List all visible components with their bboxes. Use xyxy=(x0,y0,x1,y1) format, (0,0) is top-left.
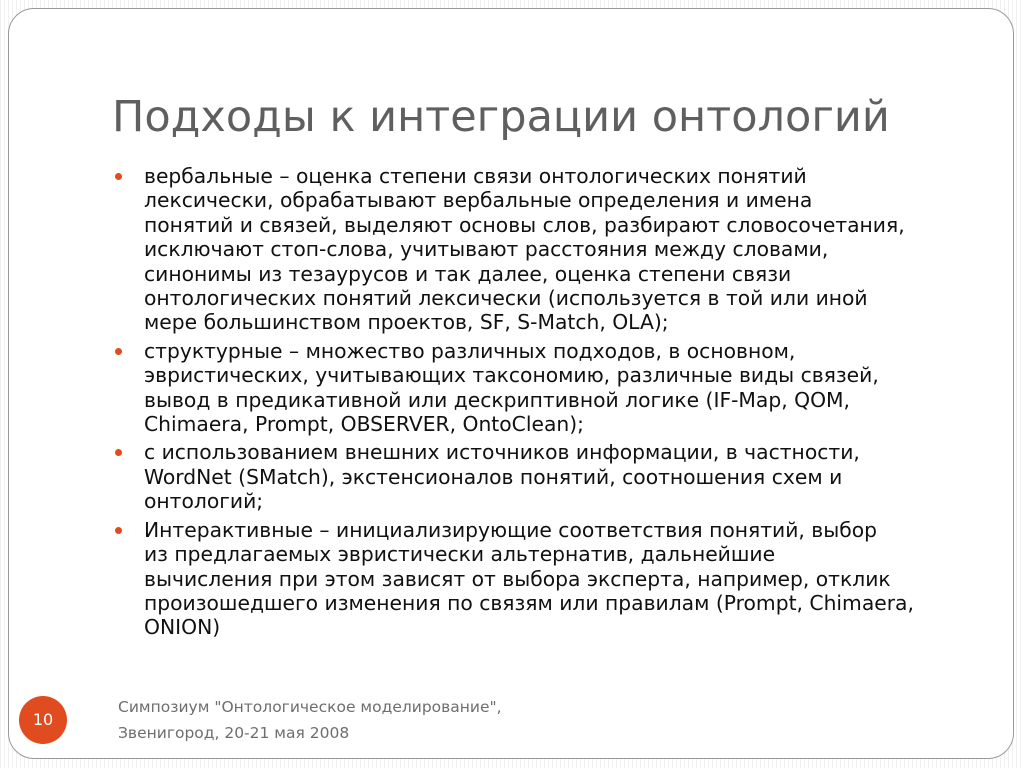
bullet-item-interactive xyxy=(112,518,972,640)
bullet-item-structural xyxy=(112,339,972,437)
page-number-badge: 10 xyxy=(19,696,67,744)
footer-line-symposium: Симпозиум "Онтологическое моделирование", xyxy=(118,698,502,716)
slide-title: Подходы к интеграции онтологий xyxy=(112,92,890,142)
bullet-text: структурные – множество различных подходов, в основном, эвристических, учитывающих таксономию, различные виды связей, вывод в предикативной или дескриптивной логике (IF-Map, QOM, Chimaera, Prompt, OBSERVER, OntoClean); xyxy=(144,338,879,437)
bullet-text: с использованием внешних источников информации, в частности, WordNet (SMatch), экстенсионалов понятий, соотношения схем и онтологий; xyxy=(144,440,860,514)
bullet-item-verbal xyxy=(112,164,972,335)
footer-line-place-date: Звенигород, 20-21 мая 2008 xyxy=(118,724,350,742)
bullet-dot-icon xyxy=(115,348,122,355)
bullet-text: вербальные – оценка степени связи онтологических понятий лексически, обрабатывают вербальные определения и имена понятий и связей, выделяют основы слов, разбирают словосочетания, исключают стоп-слова, учитывают расстояния между словами, синонимы из тезаурусов и так далее, оценка степени связи онтологических понятий лексически (используется в той или иной мере большинством проектов, SF, S-Match, OLA); xyxy=(144,164,905,335)
bullet-dot-icon xyxy=(115,527,122,534)
bullet-list xyxy=(112,164,972,644)
bullet-dot-icon xyxy=(115,173,122,180)
slide-footer xyxy=(118,694,718,746)
bullet-text: Интерактивные – инициализирующие соответствия понятий, выбор из предлагаемых эвристически альтернатив, дальнейшие вычисления при этом зависят от выбора эксперта, например, отклик произошедшего изменения по связям или правилам (Prompt, Chimaera, ONION) xyxy=(144,517,914,640)
bullet-dot-icon xyxy=(115,449,122,456)
bullet-item-external-sources xyxy=(112,440,972,513)
